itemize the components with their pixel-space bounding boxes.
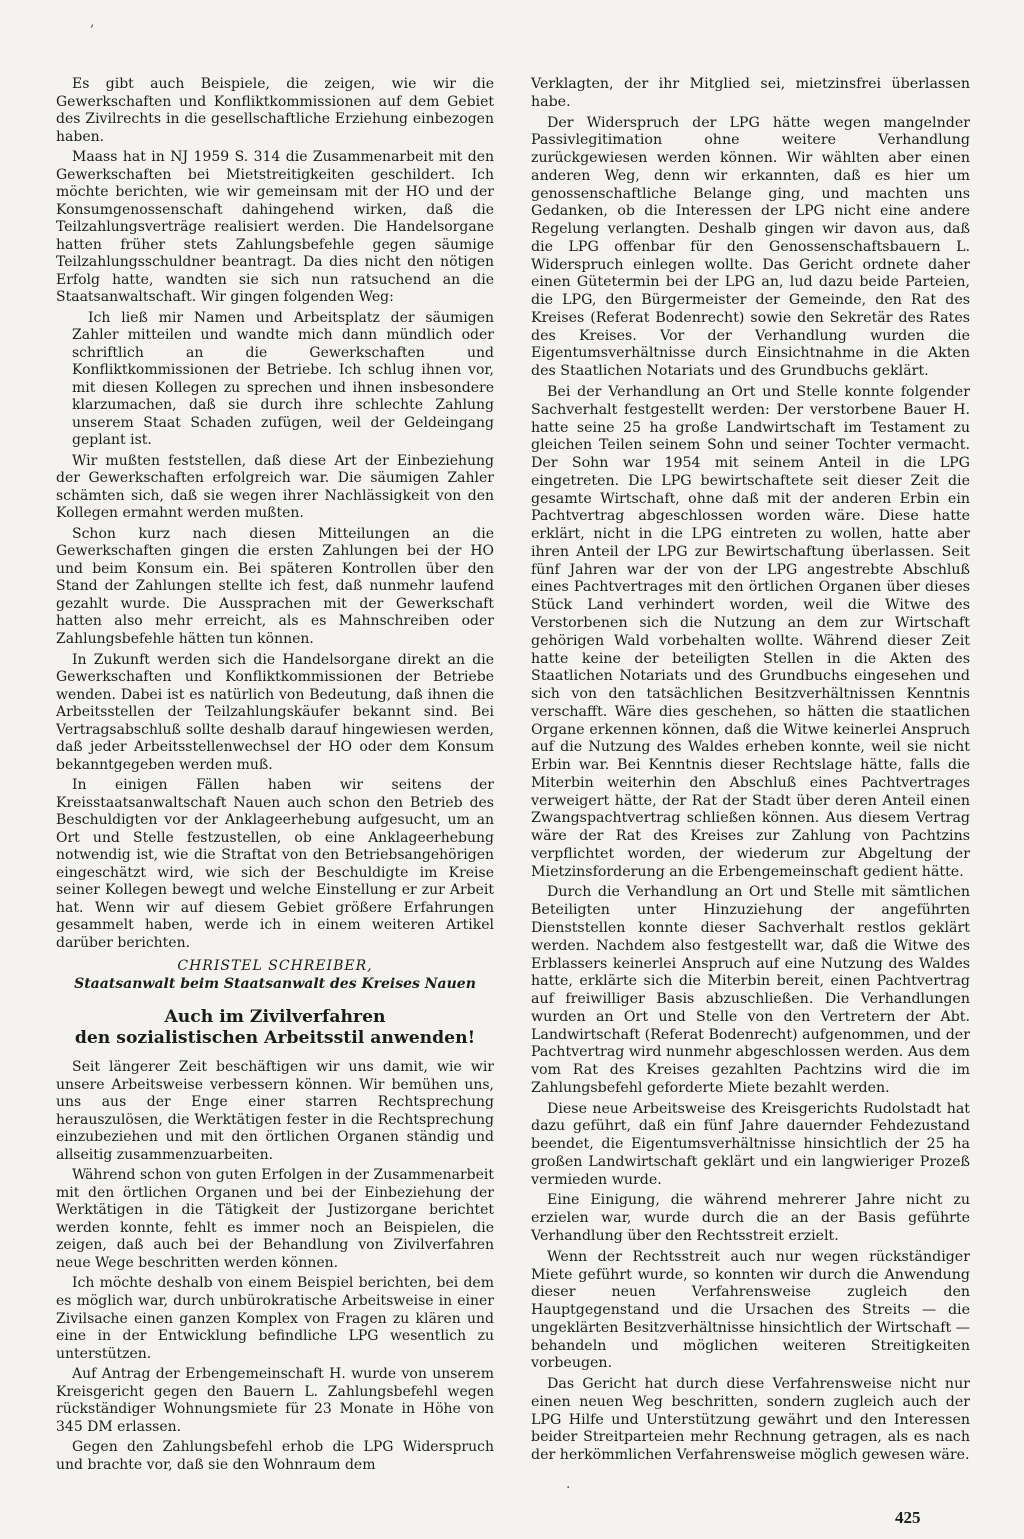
paragraph: In Zukunft werden sich die Handelsorgane direkt an die Gewerkschaften und Konfliktkommissionen der Betriebe wenden. Dabei ist es natürlich von Bedeutung, daß ihnen die Arbeitsstellen der Teilzahlungskäufer bekannt sind. Bei Vertragsabschluß sollte deshalb darauf hingewiesen werden, daß jeder Arbeitsstellenwechsel der HO oder dem Konsum bekanntgegeben werden muß. [56, 651, 494, 773]
paragraph: In einigen Fällen haben wir seitens der Kreisstaatsanwaltschaft Nauen auch schon den Betrieb des Beschuldigten vor der Anklageerhebung aufgesucht, um an Ort und Stelle festzustellen, ob eine Anklageerhebung notwendig ist, wie die Straftat von den Betriebsangehörigen eingeschätzt wird, wie sich der Beschuldigte im Kreise seiner Kollegen bewegt und welche Einstellung er zur Arbeit hat. Wenn wir auf diesem Gebiet größere Erfahrungen gesammelt haben, werde ich in einem weiteren Artikel darüber berichten. [56, 777, 494, 951]
paragraph: Eine Einigung, die während mehrerer Jahre nicht zu erzielen war, wurde durch die an der Basis geführte Verhandlung über den Rechtsstreit erzielt. [531, 1192, 970, 1244]
heading-line: den sozialistischen Arbeitsstil anwenden! [74, 1028, 476, 1049]
paragraph: Wenn der Rechtsstreit auch nur wegen rückständiger Miete geführt wurde, so konnten wir durch die Anwendung dieser neuen Verfahrensweise zugleich den Hauptgegenstand und die Ursachen des Streits — die ungeklärten Besitzverhältnisse hinsichtlich der Wirtschaft — behandeln und möglichen weiteren Streitigkeiten vorbeugen. [531, 1248, 970, 1372]
paragraph: Gegen den Zahlungsbefehl erhob die LPG Widerspruch und brachte vor, daß sie den Wohnraum dem [56, 1439, 494, 1473]
paragraph: Das Gericht hat durch diese Verfahrensweise nicht nur einen neuen Weg beschritten, sondern zugleich auch der LPG Hilfe und Unterstützung gewährt und den Interessen beider Streitparteien mehr Rechnung getragen, als es nach der herkömmlichen Verfahrensweise möglich gewesen wäre. [531, 1376, 970, 1464]
author-name: CHRISTEL SCHREIBER, [177, 958, 373, 975]
quoted-paragraph: Ich ließ mir Namen und Arbeitsplatz der säumigen Zahler mitteilen und wandte mich dann mündlich oder schriftlich an die Gewerkschaften und Konfliktkommissionen der Betriebe. Ich schlug ihnen vor, mit diesen Kollegen zu sprechen und ihnen insbesondere klarzumachen, daß sie durch ihre schlechte Zahlung unserem Staat Schaden zufügen, weil der Geldeingang geplant ist. [72, 309, 494, 449]
paragraph: Diese neue Arbeitsweise des Kreisgerichts Rudolstadt hat dazu geführt, daß ein fünf Jahre dauernder Fehdezustand beendet, die Eigentumsverhältnisse hinsichtlich der 25 ha großen Landwirtschaft geklärt und ein langwieriger Prozeß vermieden wurde. [531, 1100, 970, 1188]
paragraph: Schon kurz nach diesen Mitteilungen an die Gewerkschaften gingen die ersten Zahlungen bei der HO und beim Konsum ein. Bei späteren Kontrollen über den Stand der Zahlungen stellte ich fest, daß nunmehr laufend gezahlt wurde. Die Aussprachen mit der Gewerkschaft hatten also mehr erreicht, als es Mahnschreiben oder Zahlungsbefehle hätten tun können. [56, 525, 494, 647]
scan-speck: , [90, 14, 95, 30]
paragraph: Ich möchte deshalb von einem Beispiel berichten, bei dem es möglich war, durch unbürokratische Arbeitsweise in einer Zivilsache einen ganzen Komplex von Fragen zu klären und eine in der Entwicklung befindliche LPG wesentlich zu unterstützen. [56, 1275, 494, 1362]
heading-line: Auch im Zivilverfahren [164, 1007, 386, 1028]
paragraph: Auf Antrag der Erbengemeinschaft H. wurde von unserem Kreisgericht gegen den Bauern L. Zahlungsbefehl wegen rückständiger Wohnungsmiete für 23 Monate in Höhe von 345 DM erlassen. [56, 1366, 494, 1435]
right-column [531, 76, 970, 1468]
paragraph: Während schon von guten Erfolgen in der Zusammenarbeit mit den örtlichen Organen und bei der Einbeziehung der Werktätigen in die Tätigkeit der Justizorgane berichtet werden konnte, fehlt es immer noch an Beispielen, die zeigen, daß auch bei der Behandlung von Zivilverfahren neue Wege beschritten werden können. [56, 1167, 494, 1271]
page-number: 425 [895, 1508, 921, 1527]
left-column [56, 76, 494, 1477]
paragraph: Es gibt auch Beispiele, die zeigen, wie wir die Gewerkschaften und Konfliktkommissionen auf dem Gebiet des Zivilrechts in die gesellschaftliche Erziehung einbezogen haben. [56, 76, 494, 145]
paragraph: Wir mußten feststellen, daß diese Art der Einbeziehung der Gewerkschaften erfolgreich war. Die säumigen Zahler schämten sich, daß sie wegen ihrer Nachlässigkeit von den Kollegen ermahnt werden mußten. [56, 452, 494, 522]
scan-speck: · [566, 1480, 571, 1496]
paragraph-continuation: Verklagten, der ihr Mitglied sei, mietzinsfrei überlassen habe. [531, 76, 970, 110]
paragraph: Seit längerer Zeit beschäftigen wir uns damit, wie wir unsere Arbeitsweise verbessern können. Wir bemühen uns, uns aus der Enge einer starren Rechtsprechung herauszulösen, die Werktätigen fester in die Rechtsprechung einzubeziehen und mit den örtlichen Organen ständig und allseitig zusammenzuarbeiten. [56, 1059, 494, 1163]
paragraph: Durch die Verhandlung an Ort und Stelle mit sämtlichen Beteiligten unter Hinzuziehung der angeführten Dienststellen konnte dieser Sachverhalt restlos geklärt werden. Nachdem also festgestellt war, daß die Witwe des Erblassers keinerlei Anspruch auf eine Nutzung des Waldes hatte, erklärte sich die Miterbin bereit, einen Pachtvertrag auf freiwilliger Basis abzuschließen. Die Verhandlungen wurden an Ort und Stelle von den Vertretern der Abt. Landwirtschaft (Referat Bodenrecht) aufgenommen, und der Pachtvertrag wird nunmehr abgeschlossen werden. Aus dem vom Rat des Kreises gezahlten Pachtzins wird die im Zahlungsbefehl geforderte Miete bezahlt werden. [531, 884, 970, 1096]
author-signature [56, 958, 494, 993]
paragraph: Bei der Verhandlung an Ort und Stelle konnte folgender Sachverhalt festgestellt werden: Der verstorbene Bauer H. hatte seine 25 ha große Landwirtschaft im Testament zu gleichen Teilen seinem Sohn und seiner Tochter vermacht. Der Sohn war 1954 mit seinem Anteil in die LPG eingetreten. Die LPG bewirtschaftete seit dieser Zeit die gesamte Wirtschaft, ohne daß mit der anderen Erbin ein Pachtvertrag abgeschlossen worden wäre. Diese hatte erklärt, nicht in die LPG eintreten zu wollen, hatte aber ihren Anteil der LPG zur Bewirtschaftung überlassen. Seit fünf Jahren war der von der LPG angestrebte Abschluß eines Pachtvertrages mit den örtlichen Organen über dieses Stück Land verhindert worden, weil die Witwe des Verstorbenen sich die Nutzung an dem zur Wirtschaft gehörigen Wald vorbehalten wollte. Während dieser Zeit hatte keine der beteiligten Stellen in die Akten des Staatlichen Notariats und des Grundbuchs eingesehen und sich von den tatsächlichen Besitzverhältnissen Kenntnis verschafft. Wäre dies geschehen, so hätten die staatlichen Organe erkennen können, daß die Witwe keinerlei Anspruch auf die Nutzung des Waldes erheben konnte, weil sie nicht Erbin war. Bei Kenntnis dieser Rechtslage hätte, falls die Miterbin weiterhin den Abschluß eines Pachtvertrages verweigert hätte, der Rat der Stadt über deren Anteil einen Zwangspachtvertrag schließen können. Aus diesem Vertrag wäre der Rat des Kreises zur Zahlung von Pachtzins verpflichtet worden, der wiederum zur Abgeltung der Mietzinsforderung an die Erbengemeinschaft gedient hätte. [531, 384, 970, 880]
author-role: Staatsanwalt beim Staatsanwalt des Kreises Nauen [74, 975, 476, 992]
paragraph: Maass hat in NJ 1959 S. 314 die Zusammenarbeit mit den Gewerkschaften bei Mietstreitigkeiten geschildert. Ich möchte berichten, wie wir gemeinsam mit der HO und der Konsumgenossenschaft dahingehend wirken, daß die Teilzahlungsverträge realisiert werden. Die Handelsorgane hatten früher stets Zahlungsbefehle gegen säumige Teilzahlungsschuldner beantragt. Da dies nicht den nötigen Erfolg hatte, wandten sie sich nun ratsuchend an die Staatsanwaltschaft. Wir gingen folgenden Weg: [56, 149, 494, 306]
paragraph: Der Widerspruch der LPG hätte wegen mangelnder Passivlegitimation ohne weitere Verhandlung zurückgewiesen werden können. Wir wählten aber einen anderen Weg, denn wir erkannten, daß es hier um genossenschaftliche Belange ging, und machten uns Gedanken, ob die Interessen der LPG nicht eine andere Regelung verlangten. Deshalb gingen wir davon aus, daß die LPG offenbar für den Genossenschaftsbauern L. Widerspruch einlegen wollte. Das Gericht ordnete daher einen Gütetermin bei der LPG an, lud dazu beide Parteien, die LPG, den Bürgermeister der Gemeinde, den Rat des Kreises (Referat Bodenrecht) sowie den Sekretär des Rates des Kreises. Vor der Verhandlung wurden die Eigentumsverhältnisse durch Einsichtnahme in die Akten des Staatlichen Notariats und des Grundbuchs geklärt. [531, 114, 970, 380]
article-heading [56, 1007, 494, 1049]
